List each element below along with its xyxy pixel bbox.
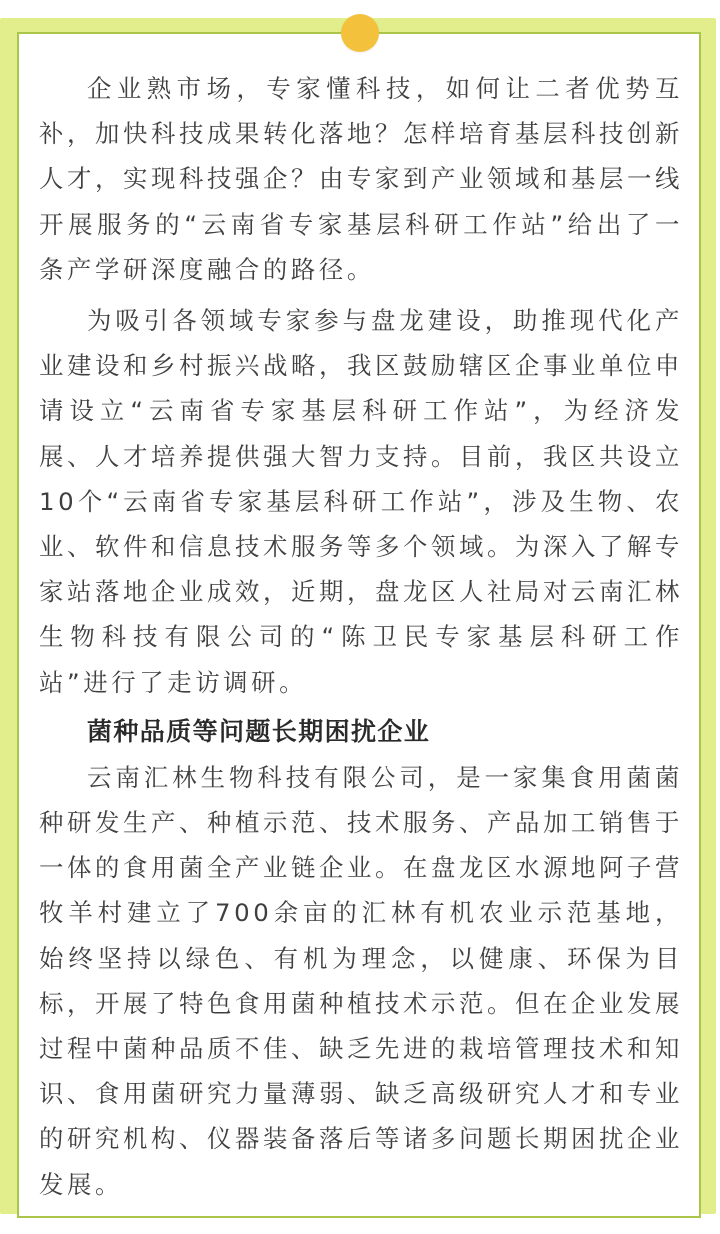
- intro-paragraph-2: 为吸引各领域专家参与盘龙建设，助推现代化产业建设和乡村振兴战略，我区鼓励辖区企事业单位申请设立“云南省专家基层科研工作站”，为经济发展、人才培养提供强大智力支持。目前，我区共设立10个“云南省专家基层科研工作站”，涉及生物、农业、软件和信息技术服务等多个领域。为深入了解专家站落地企业成效，近期，盘龙区人社局对云南汇林生物科技有限公司的“陈卫民专家基层科研工作站”进行了走访调研。: [39, 306, 683, 697]
- section-heading: 菌种品质等问题长期困扰企业: [87, 716, 431, 746]
- intro-paragraph-1: 企业熟市场，专家懂科技，如何让二者优势互补，加快科技成果转化落地？怎样培育基层科技创新人才，实现科技强企？由专家到产业领域和基层一线开展服务的“云南省专家基层科研工作站”给出了一条产学研深度融合的路径。: [39, 74, 683, 284]
- article-body: [39, 66, 683, 1213]
- pin-dot-icon: [341, 14, 379, 52]
- section-paragraph-1: 云南汇林生物科技有限公司，是一家集食用菌菌种研发生产、种植示范、技术服务、产品加工销售于一体的食用菌全产业链企业。在盘龙区水源地阿子营牧羊村建立了700余亩的汇林有机农业示范基地，始终坚持以绿色、有机为理念，以健康、环保为目标，开展了特色食用菌种植技术示范。但在企业发展过程中菌种品质不佳、缺乏先进的栽培管理技术和知识、食用菌研究力量薄弱、缺乏高级研究人才和专业的研究机构、仪器装备落后等诸多问题长期困扰企业发展。: [39, 762, 683, 1199]
